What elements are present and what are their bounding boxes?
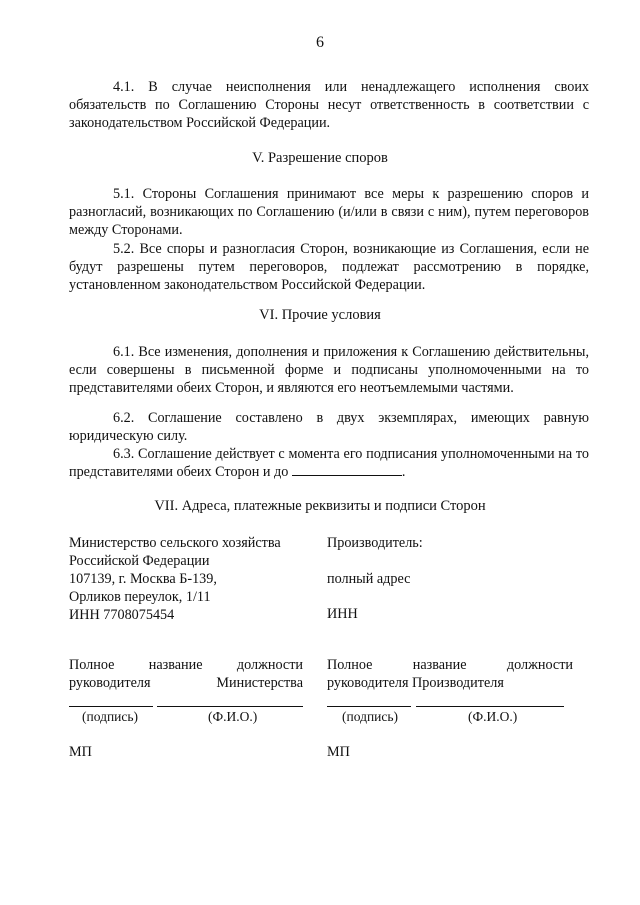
clause-6-3 bbox=[69, 445, 589, 481]
clause-5-2: 5.2. Все споры и разногласия Сторон, возникающие из Соглашения, если не будут разрешены путем переговоров, подлежат рассмотрению в порядке, установленном законодательством Российской Федерации. bbox=[69, 241, 589, 293]
producer-position-line-1: Полное название должности bbox=[327, 657, 573, 673]
ministry-name-label: (Ф.И.О.) bbox=[208, 709, 258, 724]
ministry-inn: ИНН 7708075454 bbox=[69, 607, 175, 623]
ministry-name-line bbox=[157, 706, 303, 707]
ministry-details bbox=[69, 534, 309, 624]
producer-position-line-2: руководителя Производителя bbox=[327, 675, 504, 691]
clause-6-2: 6.2. Соглашение составлено в двух экземплярах, имеющих равную юридическую силу. bbox=[69, 410, 589, 444]
producer-name-label: (Ф.И.О.) bbox=[468, 709, 518, 724]
section-5-title: V. Разрешение споров bbox=[252, 150, 388, 166]
ministry-address-1: 107139, г. Москва Б-139, bbox=[69, 571, 217, 587]
ministry-signature-label: (подпись) bbox=[82, 709, 139, 724]
ministry-name-1: Министерство сельского хозяйства bbox=[69, 535, 281, 551]
producer-details bbox=[327, 534, 577, 552]
section-6-title: VI. Прочие условия bbox=[259, 307, 381, 323]
producer-signature-label: (подпись) bbox=[342, 709, 399, 724]
clause-6-3-end: . bbox=[401, 464, 406, 480]
producer-label: Производитель: bbox=[327, 535, 423, 551]
page-number: 6 bbox=[316, 34, 324, 51]
clause-5-1: 5.1. Стороны Соглашения принимают все меры к разрешению споров и разногласий, возникающих по Соглашению (и/или в связи с ним), путем переговоров между Сторонами. bbox=[69, 186, 589, 238]
producer-stamp: МП bbox=[327, 744, 350, 760]
producer-inn-label: ИНН bbox=[327, 606, 358, 622]
ministry-name-2: Российской Федерации bbox=[69, 553, 210, 569]
clause-6-1: 6.1. Все изменения, дополнения и приложения к Соглашению действительны, если совершены в письменной форме и подписаны уполномоченными на то представителями обеих Сторон, и являются его неотъемлемыми частями. bbox=[69, 344, 589, 396]
ministry-position-line-1: Полное название должности bbox=[69, 657, 303, 673]
clause-4-1: 4.1. В случае неисполнения или ненадлежащего исполнения своих обязательств по Соглашению Стороны несут ответственность в соответствии с законодательством Российской Федерации. bbox=[69, 79, 589, 131]
producer-address-label: полный адрес bbox=[327, 571, 411, 587]
ministry-stamp: МП bbox=[69, 744, 92, 760]
end-date-blank bbox=[292, 463, 402, 476]
producer-signature-line bbox=[327, 706, 411, 707]
ministry-position-line-2: руководителя Министерства bbox=[69, 675, 303, 691]
ministry-signature-line bbox=[69, 706, 153, 707]
clause-6-3-text: 6.3. Соглашение действует с момента его подписания уполномоченными на то представителями обеих Сторон и до bbox=[69, 446, 589, 480]
ministry-address-2: Орликов переулок, 1/11 bbox=[69, 589, 211, 605]
section-7-title: VII. Адреса, платежные реквизиты и подписи Сторон bbox=[154, 498, 486, 514]
producer-name-line bbox=[416, 706, 564, 707]
